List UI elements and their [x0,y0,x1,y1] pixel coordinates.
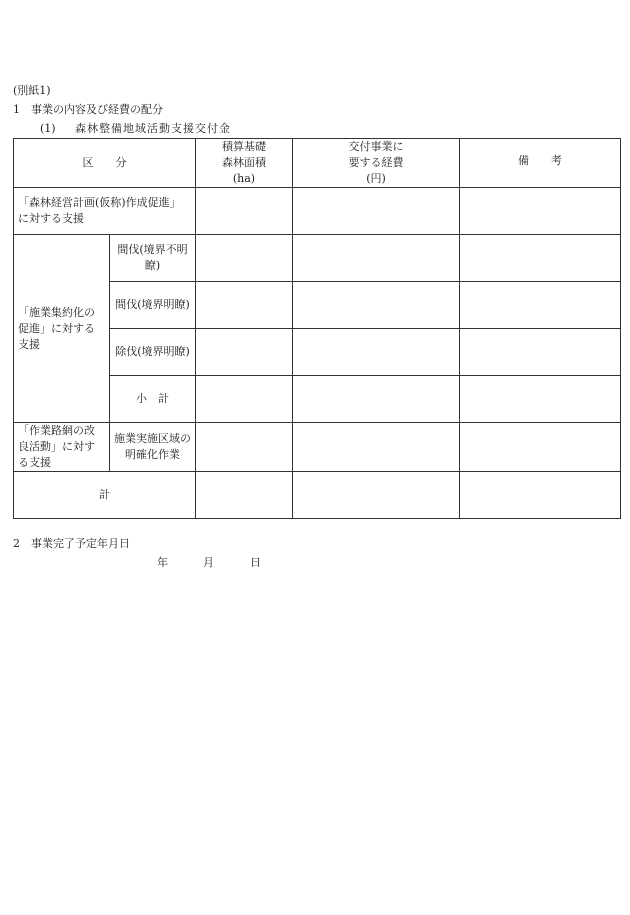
header-cost-unit: (円) [366,172,386,185]
row-road-group-label: 「作業路網の改良活動」に対する支援 [14,423,110,472]
table-row [14,188,621,235]
header-cost [293,139,460,188]
cell-cost[interactable] [293,423,460,472]
cell-remarks[interactable] [460,235,621,282]
cell-area[interactable] [196,423,293,472]
row-subtotal-label: 小 計 [110,376,196,423]
section-2-title: 2 事業完了予定年月日 [13,537,130,550]
cell-remarks[interactable] [460,472,621,519]
cell-cost[interactable] [293,188,460,235]
cell-cost[interactable] [293,329,460,376]
cell-cost[interactable] [293,376,460,423]
cell-remarks[interactable] [460,376,621,423]
subsection-number: (1) [40,122,56,135]
cell-cost[interactable] [293,472,460,519]
header-cost-line2: 要する経費 [348,156,404,169]
attachment-label: (別紙1) [13,84,51,97]
cell-area[interactable] [196,376,293,423]
cell-cost[interactable] [293,235,460,282]
table-row [14,235,621,282]
header-cost-line1: 交付事業に [348,140,404,153]
cell-area[interactable] [196,235,293,282]
row-total-label: 計 [14,472,196,519]
table-row [14,423,621,472]
cell-area[interactable] [196,188,293,235]
row-weeding-clear-label: 除伐(境界明瞭) [110,329,196,376]
date-month-label: 月 [203,556,214,569]
header-category: 区 分 [14,139,196,188]
header-area [196,139,293,188]
subsection-title: 森林整備地域活動支援交付金 [75,122,231,135]
cell-area[interactable] [196,472,293,519]
header-area-line2: 森林面積 [222,156,266,169]
cell-remarks[interactable] [460,329,621,376]
total-row [14,472,621,519]
cell-area[interactable] [196,282,293,329]
row-boundary-work-label: 施業実施区域の明確化作業 [110,423,196,472]
row-thinning-clear-label: 間伐(境界明瞭) [110,282,196,329]
header-row [14,139,621,188]
header-area-unit: (ha) [232,172,256,185]
row-thinning-unclear-label: 間伐(境界不明瞭) [110,235,196,282]
expense-table [13,138,621,519]
cell-remarks[interactable] [460,282,621,329]
row-consolidation-label: 「施業集約化の促進」に対する支援 [14,235,110,423]
date-day-label: 日 [250,556,261,569]
row-plan-support-label: 「森林経営計画(仮称)作成促進」に対する支援 [14,188,196,235]
cell-remarks[interactable] [460,423,621,472]
section-1-title: 1 事業の内容及び経費の配分 [13,103,163,116]
cell-remarks[interactable] [460,188,621,235]
cell-area[interactable] [196,329,293,376]
cell-cost[interactable] [293,282,460,329]
header-remarks: 備 考 [460,139,621,188]
header-area-line1: 積算基礎 [222,140,266,153]
date-year-label: 年 [157,556,168,569]
